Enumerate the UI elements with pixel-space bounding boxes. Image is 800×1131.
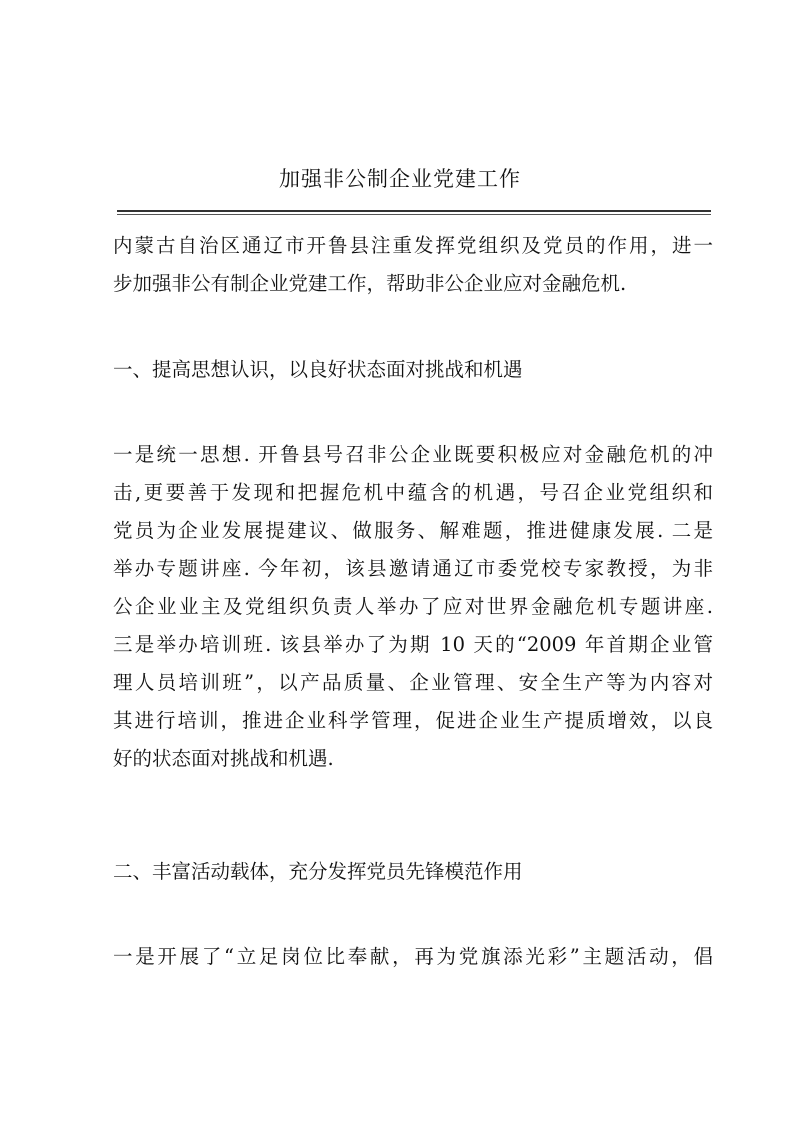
section1-line: 公企业业主及党组织负责人举办了应对世界金融危机专题讲座. <box>113 595 713 618</box>
section1-line: 举办专题讲座. 今年初，该县邀请通辽市委党校专家教授，为非 <box>113 557 713 580</box>
section2-line: 一是开展了“立足岗位比奉献，再为党旗添光彩”主题活动，倡 <box>113 945 713 968</box>
intro-line: 步加强非公有制企业党建工作，帮助非公企业应对金融危机. <box>113 272 627 295</box>
title-divider <box>117 210 711 212</box>
title-divider-thin <box>117 214 711 215</box>
section2-paragraph <box>113 938 713 976</box>
section1-line: 击,更要善于发现和把握危机中蕴含的机遇，号召企业党组织和 <box>113 481 713 504</box>
intro-line: 内蒙古自治区通辽市开鲁县注重发挥党组织及党员的作用，进一 <box>113 234 713 257</box>
section1-heading: 一、提高思想认识，以良好状态面对挑战和机遇 <box>113 358 523 381</box>
section1-paragraph <box>113 436 713 778</box>
section1-line: 理人员培训班”，以产品质量、企业管理、安全生产等为内容对 <box>113 671 713 694</box>
section1-line: 党员为企业发展提建议、做服务、解难题，推进健康发展. 二是 <box>113 519 713 542</box>
section2-heading-block <box>113 853 713 891</box>
section1-line: 三是举办培训班. 该县举办了为期 10 天的“2009 年首期企业管 <box>113 633 713 656</box>
section1-line: 好的状态面对挑战和机遇. <box>113 747 334 770</box>
intro-paragraph <box>113 227 713 303</box>
document-title: 加强非公制企业党建工作 <box>279 167 521 191</box>
section2-heading: 二、丰富活动载体，充分发挥党员先锋模范作用 <box>113 860 523 883</box>
section1-line: 一是统一思想. 开鲁县号召非公企业既要积极应对金融危机的冲 <box>113 443 713 466</box>
section1-heading-block <box>113 351 713 389</box>
section1-line: 其进行培训，推进企业科学管理，促进企业生产提质增效，以良 <box>113 709 713 732</box>
